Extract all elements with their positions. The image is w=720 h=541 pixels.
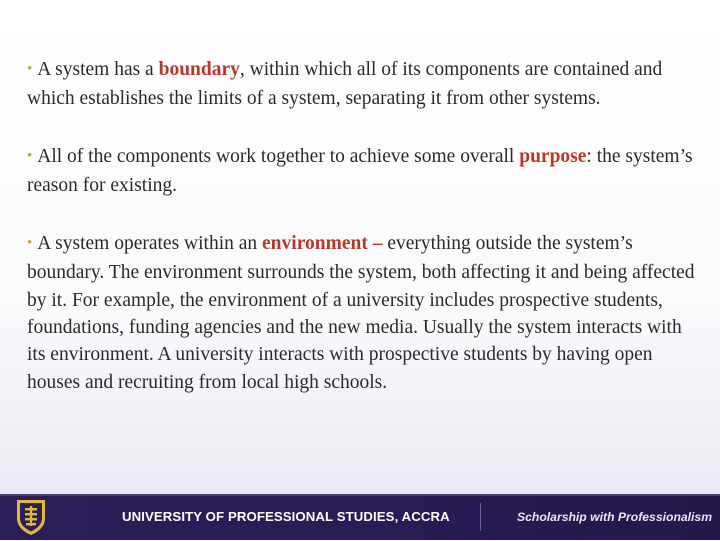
paragraph-text: , within which all of its components are contained and which establishes the limits of a system, separating it from other systems.: [27, 59, 663, 110]
paragraph-text: everything outside the system’s boundary. The environment surrounds the system, both affecting it and being affected by it. For example, the environment of a university includes prospective students, foundations, funding agencies and the new media. Usually the system interacts with its environment. A university interacts with prospective students by having open houses and recruiting from local high schools.: [27, 233, 695, 393]
paragraph-purpose: [27, 143, 697, 200]
highlight-term: boundary: [158, 59, 240, 80]
footer-separator: [480, 503, 481, 531]
slide-content: [27, 56, 697, 396]
university-motto: Scholarship with Professionalism: [517, 510, 713, 524]
highlight-term: environment –: [262, 233, 383, 255]
paragraph-text: A system operates within an: [37, 233, 263, 255]
footer-banner: [0, 494, 720, 540]
university-name: UNIVERSITY OF PROFESSIONAL STUDIES, ACCRA: [122, 509, 450, 524]
paragraph-environment: [27, 230, 697, 396]
highlight-term: purpose: [519, 145, 587, 167]
paragraph-text: A system has a: [37, 59, 159, 80]
bullet-icon: •: [27, 147, 33, 164]
paragraph-text: All of the components work together to achieve some overall: [37, 145, 520, 167]
paragraph-boundary: [27, 56, 697, 113]
footer-divider-line: [0, 494, 720, 496]
bullet-icon: •: [27, 61, 33, 77]
paragraph-text: : the system’s reason for existing.: [27, 145, 693, 196]
university-crest-icon: [14, 498, 48, 536]
bullet-icon: •: [27, 235, 33, 252]
